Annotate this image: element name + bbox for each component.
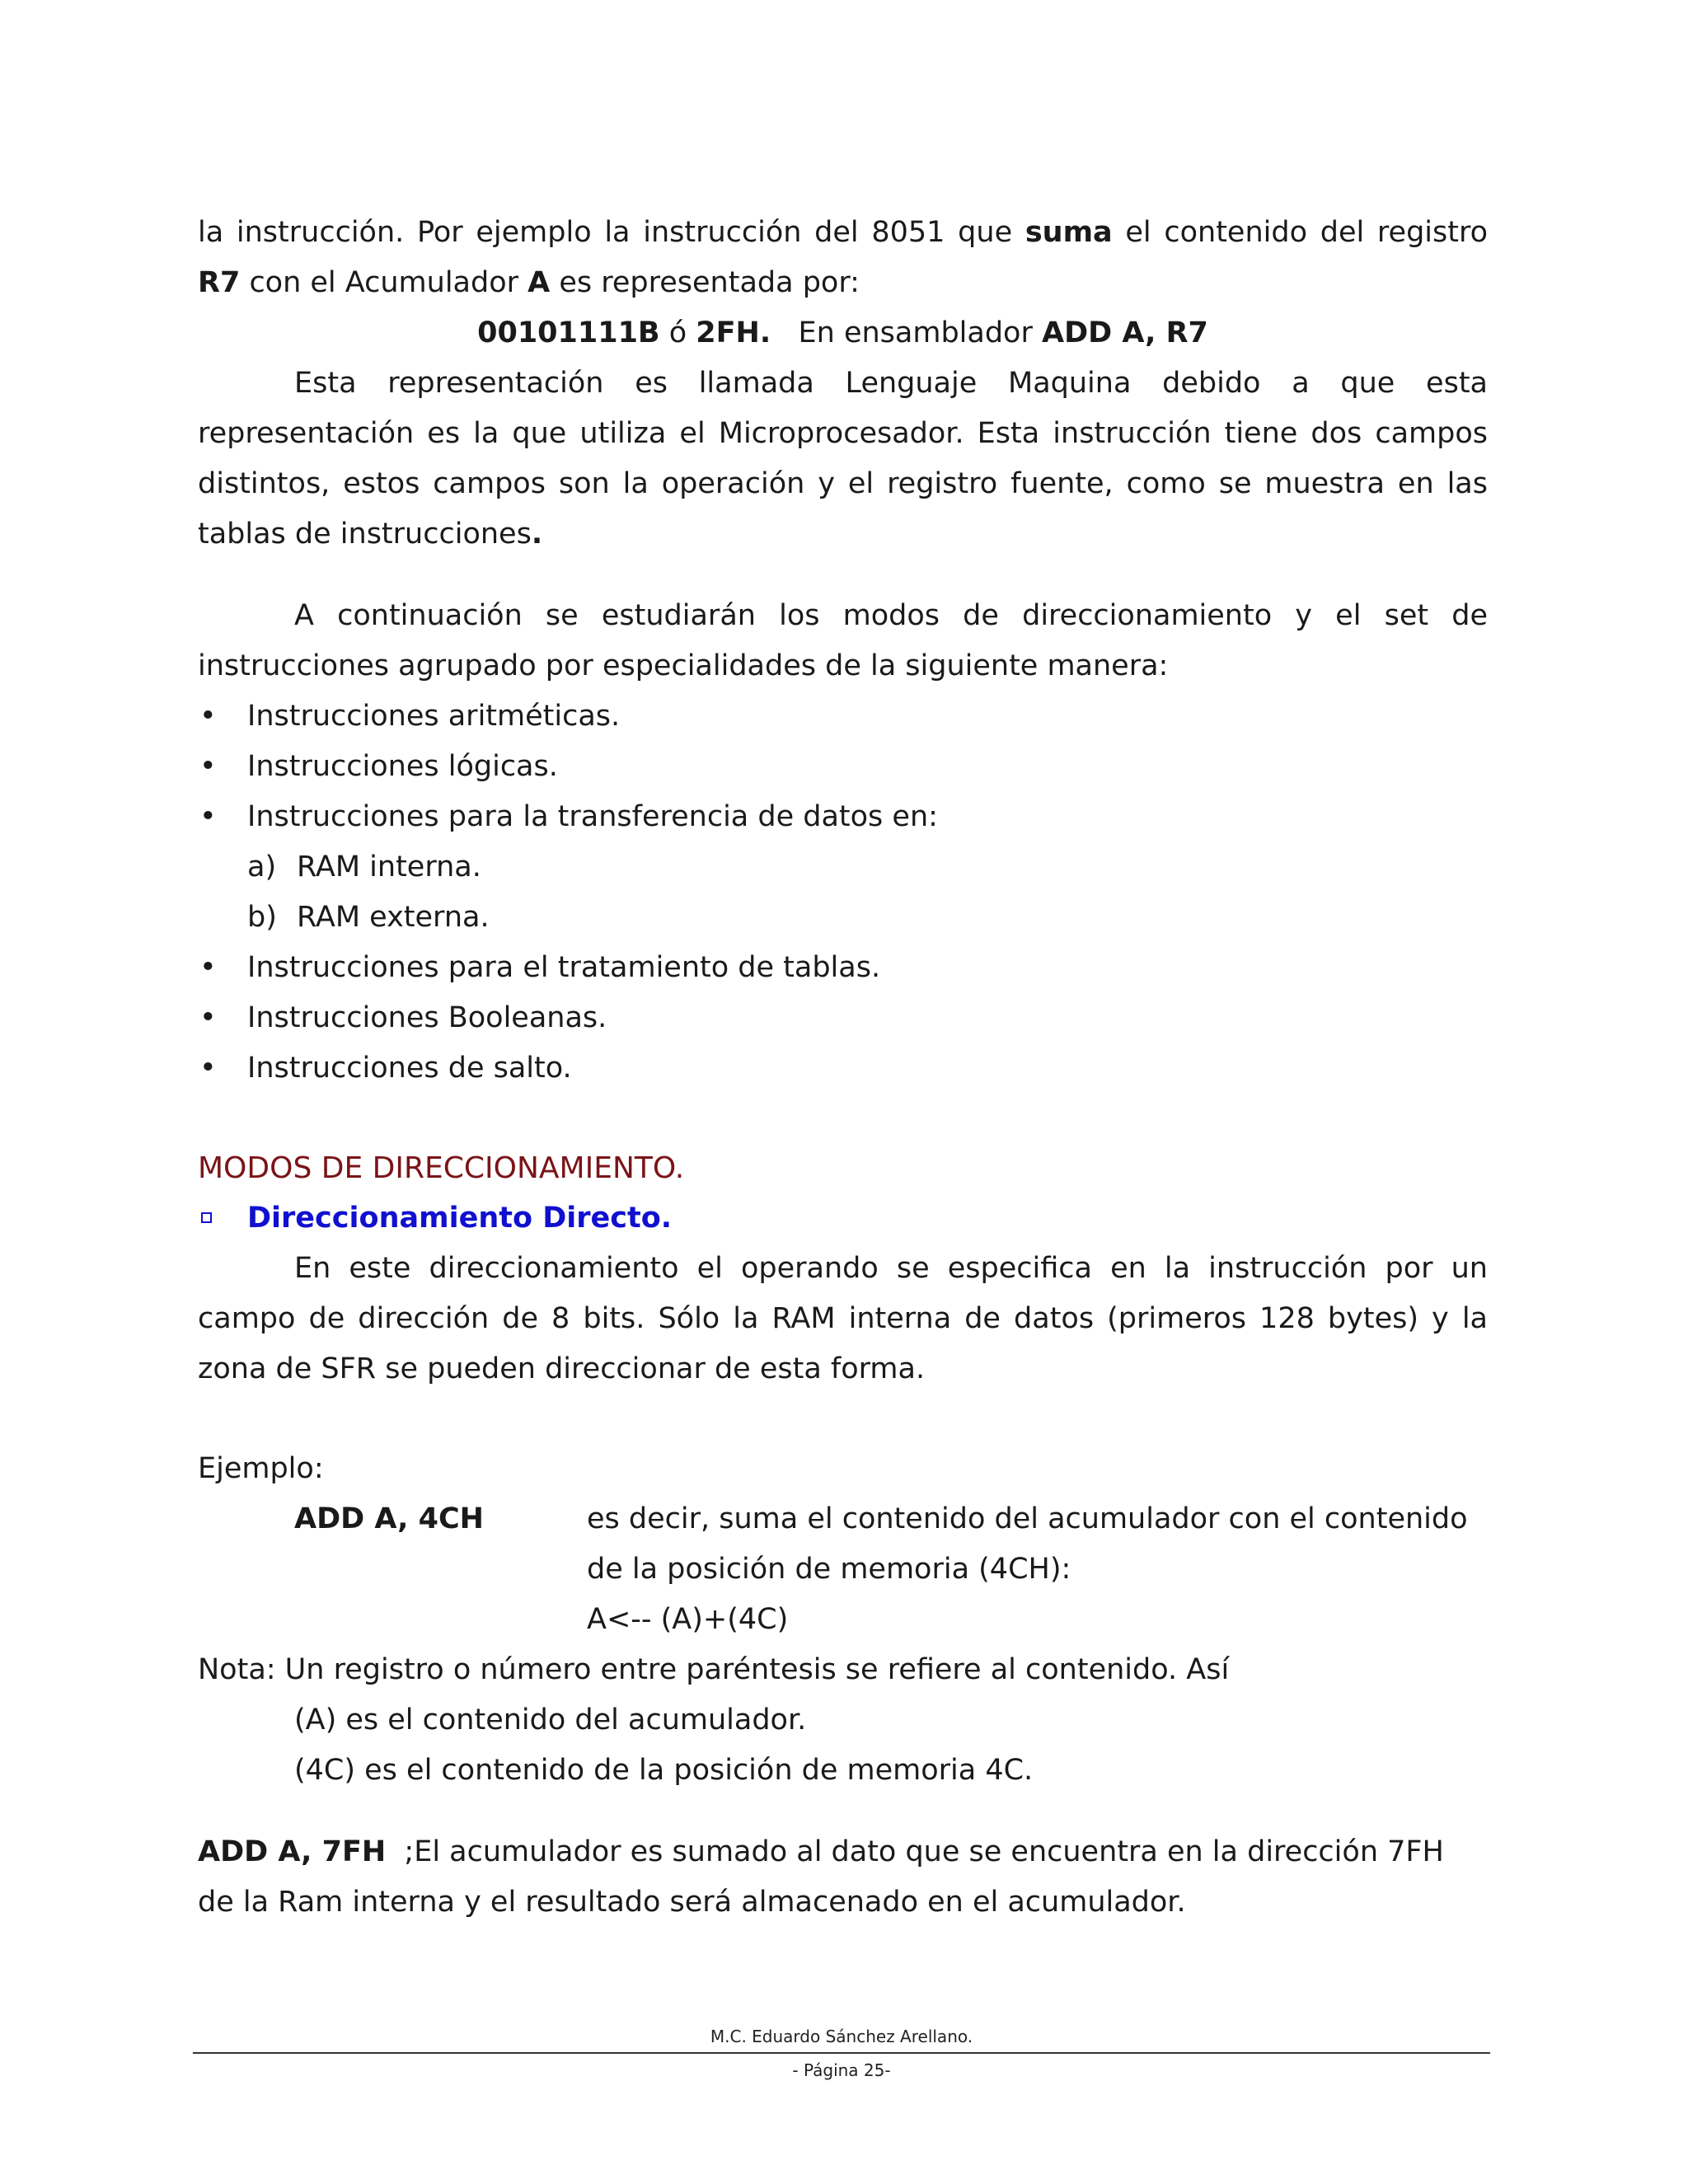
list-item-text: Instrucciones para el tratamiento de tablas. <box>247 951 881 984</box>
bullet-icon: • <box>199 951 217 984</box>
page-footer <box>193 2024 1490 2082</box>
instruction-groups-list <box>198 691 1488 842</box>
bullet-icon: • <box>199 1001 217 1034</box>
list-item <box>198 943 1488 993</box>
second-example-code: ADD A, 7FH <box>198 1835 387 1868</box>
bullet-icon: • <box>199 750 217 783</box>
binary-code: 00101111B <box>477 316 660 349</box>
text-span: Esta representación es llamada Lenguaje Maquina debido a que esta representación es la que utiliza el Microprocesador. Esta instrucción tiene dos campos distintos, estos campos son la operación y el registro fuente, como se muestra en las tablas de instrucciones <box>198 367 1488 551</box>
bold-term: R7 <box>198 266 241 299</box>
note-item: (4C) es el contenido de la posición de memoria 4C. <box>294 1754 1034 1787</box>
sublist-item <box>247 893 1488 943</box>
ram-sublist <box>198 842 1488 943</box>
list-item-text: Instrucciones de salto. <box>247 1052 572 1085</box>
text-span: la instrucción. Por ejemplo la instrucción del 8051 que <box>198 216 1025 249</box>
footer-rule <box>193 2052 1490 2054</box>
sublist-marker: a) <box>247 851 277 883</box>
instruction-groups-list-cont <box>198 943 1488 1094</box>
second-example-paragraph <box>198 1827 1488 1928</box>
list-item <box>198 742 1488 792</box>
sublist-marker: b) <box>247 901 277 934</box>
list-item <box>198 993 1488 1043</box>
subsection-heading <box>198 1193 1488 1244</box>
list-item <box>198 1043 1488 1094</box>
note-item: (A) es el contenido del acumulador. <box>294 1704 807 1736</box>
machine-language-paragraph <box>198 359 1488 560</box>
list-item <box>198 691 1488 742</box>
list-item-text: Instrucciones aritméticas. <box>247 700 621 733</box>
page-number: - Página 25- <box>792 2060 891 2080</box>
checkbox-square-icon <box>201 1212 212 1223</box>
section-heading: MODOS DE DIRECCIONAMIENTO. <box>198 1151 685 1185</box>
text-span: es representada por: <box>550 266 860 299</box>
bullet-icon: • <box>199 1052 217 1085</box>
list-item <box>198 792 1488 842</box>
list-item-text: Instrucciones lógicas. <box>247 750 558 783</box>
notes-list <box>198 1695 1488 1796</box>
footer-author: M.C. Eduardo Sánchez Arellano. <box>710 2027 973 2046</box>
text-span: el contenido del registro <box>1112 216 1489 249</box>
text-span: . <box>531 518 543 551</box>
bold-term: A <box>528 266 551 299</box>
machine-code-line <box>198 308 1488 359</box>
list-item-text: Instrucciones Booleanas. <box>247 1001 607 1034</box>
example-label: Ejemplo: <box>198 1452 324 1485</box>
note-text: Nota: Un registro o número entre paréntesis se refiere al contenido. Así <box>198 1653 1230 1686</box>
assembler-code: ADD A, R7 <box>1041 316 1208 349</box>
text-span: ó <box>659 316 696 349</box>
text-span: con el Acumulador <box>240 266 528 299</box>
continuation-paragraph: A continuación se estudiarán los modos de direccionamiento y el set de instrucciones agrupado por especialidades de la siguiente manera: <box>198 599 1488 682</box>
bullet-icon: • <box>199 800 217 833</box>
list-item-text: Instrucciones para la transferencia de datos en: <box>247 800 938 833</box>
second-example-text: ;El acumulador es sumado al dato que se encuentra en la dirección 7FH de la Ram interna y el resultado será almacenado en el acumulador. <box>198 1835 1453 1919</box>
example-formula: A<-- (A)+(4C) <box>587 1603 789 1636</box>
bullet-icon: • <box>199 700 217 733</box>
text-span: En ensamblador <box>771 316 1042 349</box>
subsection-title: Direccionamiento Directo. <box>247 1202 673 1235</box>
sublist-item <box>247 842 1488 893</box>
sublist-item-text: RAM externa. <box>297 901 490 934</box>
direct-addressing-paragraph: En este direccionamiento el operando se especifica en la instrucción por un campo de dirección de 8 bits. Sólo la RAM interna de datos (primeros 128 bytes) y la zona de SFR se pueden direccionar de esta forma. <box>198 1252 1488 1385</box>
example-description-text: es decir, suma el contenido del acumulador con el contenido de la posición de memoria (4CH): <box>587 1502 1468 1586</box>
hex-code: 2FH. <box>696 316 771 349</box>
page-body <box>198 208 1488 1928</box>
example-code: ADD A, 4CH <box>294 1502 484 1535</box>
intro-paragraph <box>198 208 1488 308</box>
sublist-item-text: RAM interna. <box>297 851 481 883</box>
example-block <box>198 1494 1488 1645</box>
example-description <box>587 1494 1488 1645</box>
bold-term: suma <box>1025 216 1113 249</box>
